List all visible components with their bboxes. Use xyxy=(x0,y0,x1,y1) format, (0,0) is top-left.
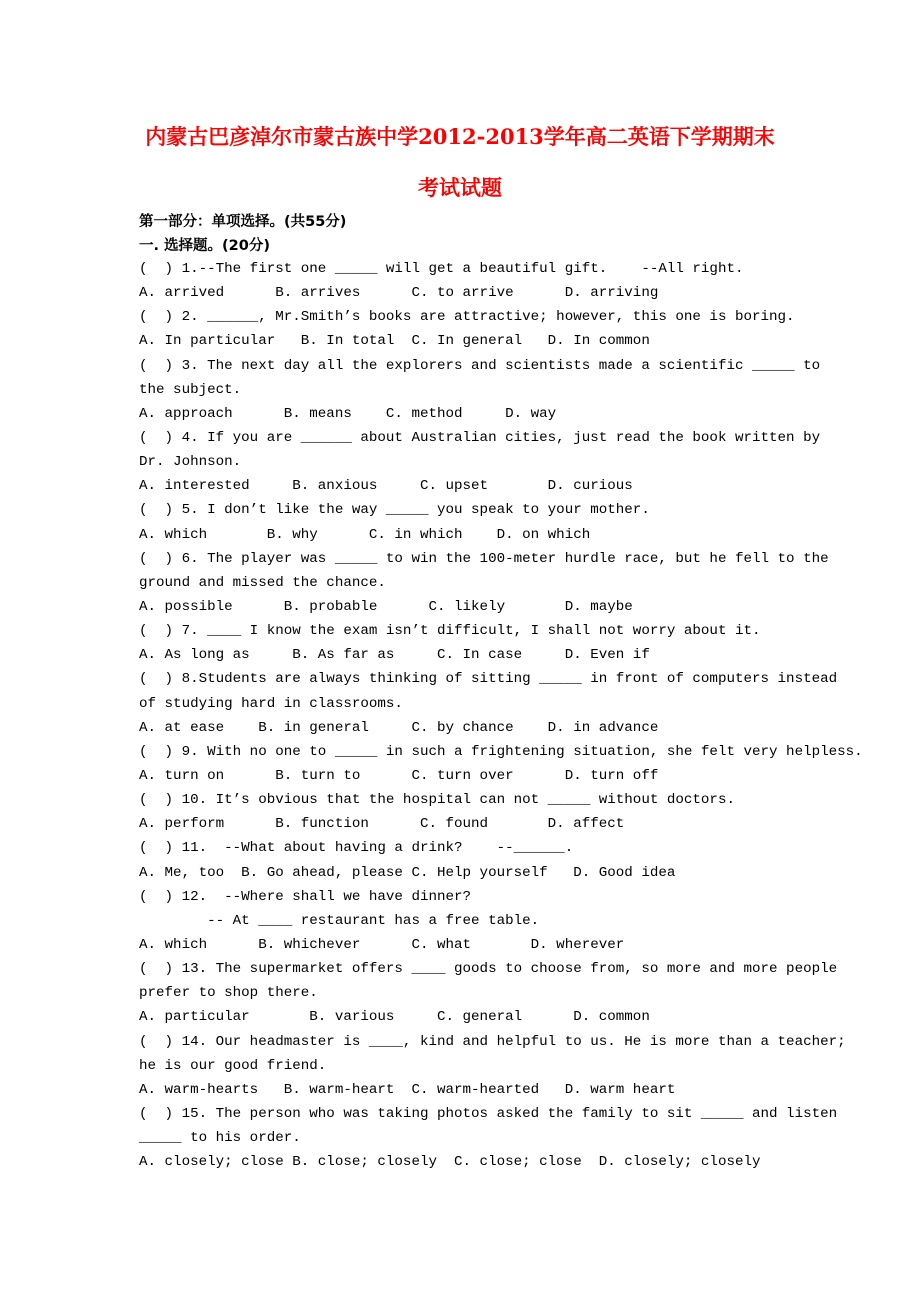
question-line: ( ) 15. The person who was taking photos asked the family to sit _____ and listen xyxy=(139,1105,838,1122)
options-line: A. interested B. anxious C. upset D. curious xyxy=(139,478,633,495)
question-line: ( ) 11. --What about having a drink? --______. xyxy=(139,840,574,857)
options-line: A. arrived B. arrives C. to arrive D. arriving xyxy=(139,285,659,302)
question-line: ( ) 12. --Where shall we have dinner? xyxy=(139,888,472,905)
question-line: ( ) 1.--The first one _____ will get a beautiful gift. --All right. xyxy=(139,261,744,277)
options-line: A. In particular B. In total C. In general D. In common xyxy=(139,333,650,350)
options-line: A. Me, too B. Go ahead, please C. Help yourself D. Good idea xyxy=(139,864,676,881)
question-continuation: -- At ____ restaurant has a free table. xyxy=(139,912,540,929)
question-continuation: he is our good friend. xyxy=(139,1057,327,1074)
question-continuation: the subject. xyxy=(139,381,242,398)
options-line: A. particular B. various C. general D. common xyxy=(139,1009,650,1026)
question-line: ( ) 10. It’s obvious that the hospital can not _____ without doctors. xyxy=(139,792,735,809)
options-line: A. As long as B. As far as C. In case D. Even if xyxy=(139,647,650,664)
part-heading: 第一部分：单项选择。(共55分) xyxy=(139,214,347,230)
options-line: A. possible B. probable C. likely D. maybe xyxy=(139,598,633,615)
question-line: ( ) 7. ____ I know the exam isn’t difficult, I shall not worry about it. xyxy=(139,623,761,640)
document-title: 内蒙古巴彦淖尔市蒙古族中学2012-2013学年高二英语下学期期末 xyxy=(145,124,775,149)
options-line: A. which B. why C. in which D. on which xyxy=(139,526,591,543)
question-continuation: of studying hard in classrooms. xyxy=(139,695,403,712)
options-line: A. warm-hearts B. warm-heart C. warm-hearted D. warm heart xyxy=(139,1081,676,1098)
question-line: ( ) 5. I don’t like the way _____ you speak to your mother. xyxy=(139,502,650,519)
question-continuation: ground and missed the chance. xyxy=(139,574,386,591)
question-continuation: prefer to shop there. xyxy=(139,985,318,1002)
section-heading: 一. 选择题。(20分) xyxy=(139,238,270,254)
question-line: ( ) 8.Students are always thinking of sitting _____ in front of computers instead xyxy=(139,671,838,688)
question-line: ( ) 13. The supermarket offers ____ goods to choose from, so more and more people xyxy=(139,961,838,978)
question-list xyxy=(139,258,863,1175)
options-line: A. which B. whichever C. what D. wherever xyxy=(139,936,625,953)
options-line: A. perform B. function C. found D. affect xyxy=(139,816,625,833)
question-line: ( ) 2. ______, Mr.Smith’s books are attractive; however, this one is boring. xyxy=(139,309,795,326)
options-line: A. approach B. means C. method D. way xyxy=(139,405,557,422)
question-continuation: _____ to his order. xyxy=(139,1130,301,1147)
question-line: ( ) 9. With no one to _____ in such a frightening situation, she felt very helpless. xyxy=(139,743,863,760)
document-title-line2: 考试试题 xyxy=(418,175,502,200)
question-line: ( ) 6. The player was _____ to win the 100-meter hurdle race, but he fell to the xyxy=(139,550,829,567)
options-line: A. closely; close B. close; closely C. close; close D. closely; closely xyxy=(139,1154,761,1171)
options-line: A. turn on B. turn to C. turn over D. turn off xyxy=(139,767,659,784)
question-line: ( ) 4. If you are ______ about Australian cities, just read the book written by xyxy=(139,429,821,446)
question-line: ( ) 14. Our headmaster is ____, kind and helpful to us. He is more than a teacher; xyxy=(139,1033,846,1050)
question-continuation: Dr. Johnson. xyxy=(139,454,242,471)
question-line: ( ) 3. The next day all the explorers and scientists made a scientific _____ to xyxy=(139,357,821,374)
options-line: A. at ease B. in general C. by chance D. in advance xyxy=(139,719,659,736)
